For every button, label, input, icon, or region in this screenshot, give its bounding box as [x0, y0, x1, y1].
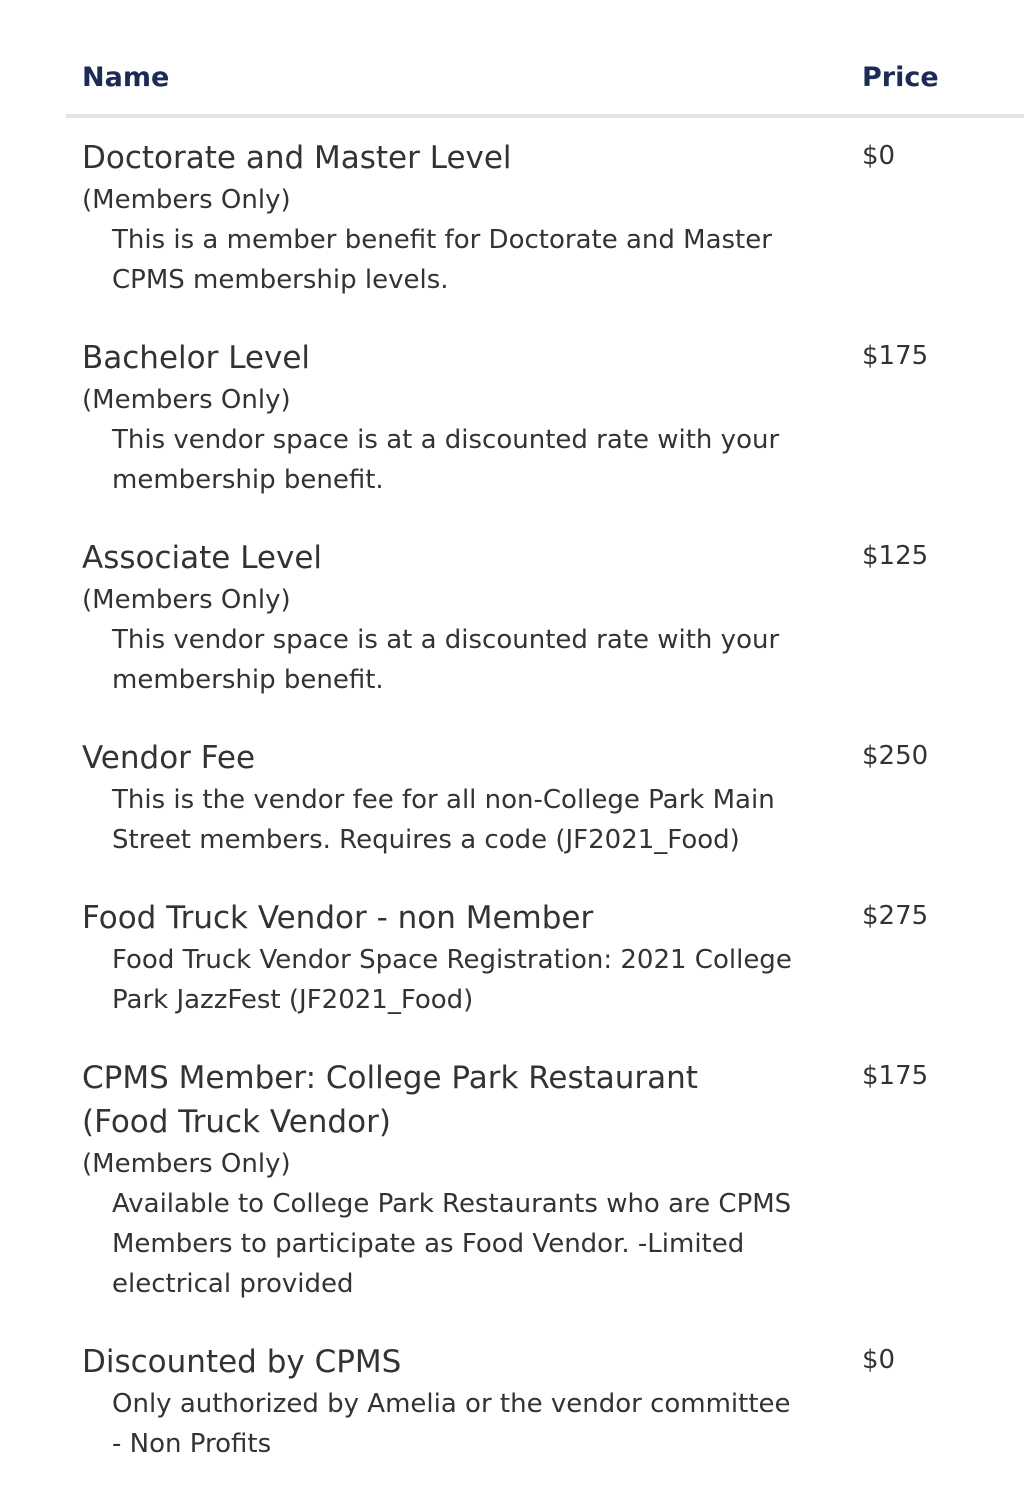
item-price: $275 [862, 901, 929, 931]
table-body [66, 118, 1024, 1500]
item-price: $250 [862, 741, 929, 771]
item-description: Only authorized by Amelia or the vendor committee - Non Profits [112, 1389, 791, 1459]
table-header [66, 0, 1024, 118]
item-price: $175 [862, 341, 929, 371]
table-row [66, 136, 1024, 336]
item-description: Available to College Park Restaurants who are CPMS Members to participate as Food Vendor. -Limited electrical provided [112, 1189, 792, 1299]
table-row [66, 336, 1024, 536]
item-description: This is a member benefit for Doctorate and Master CPMS membership levels. [112, 225, 772, 295]
pricing-table [66, 0, 1024, 1500]
members-only-note: (Members Only) [82, 385, 291, 415]
item-price: $125 [862, 541, 929, 571]
item-description: This vendor space is at a discounted rate with your membership benefit. [112, 625, 780, 695]
item-description: Food Truck Vendor Space Registration: 2021 College Park JazzFest (JF2021_Food) [112, 945, 792, 1015]
column-header-price: Price [862, 62, 939, 93]
table-row [66, 1340, 1024, 1500]
members-only-note: (Members Only) [82, 1149, 291, 1179]
members-only-note: (Members Only) [82, 185, 291, 215]
table-row [66, 736, 1024, 896]
item-price: $175 [862, 1061, 929, 1091]
item-description: This vendor space is at a discounted rate with your membership benefit. [112, 425, 780, 495]
item-name: Food Truck Vendor - non Member [82, 900, 594, 936]
item-name: Associate Level [82, 540, 323, 576]
item-name: Bachelor Level [82, 340, 311, 376]
table-row [66, 1056, 1024, 1340]
item-name: CPMS Member: College Park Restaurant (Food Truck Vendor) [82, 1060, 698, 1140]
item-price: $0 [862, 141, 896, 171]
item-description: This is the vendor fee for all non-College Park Main Street members. Requires a code (JF2021_Food) [112, 785, 775, 855]
item-name: Vendor Fee [82, 740, 256, 776]
table-row [66, 896, 1024, 1056]
table-row [66, 536, 1024, 736]
column-header-name: Name [82, 62, 170, 93]
members-only-note: (Members Only) [82, 585, 291, 615]
item-price: $0 [862, 1345, 896, 1375]
item-name: Discounted by CPMS [82, 1344, 402, 1380]
item-name: Doctorate and Master Level [82, 140, 512, 176]
